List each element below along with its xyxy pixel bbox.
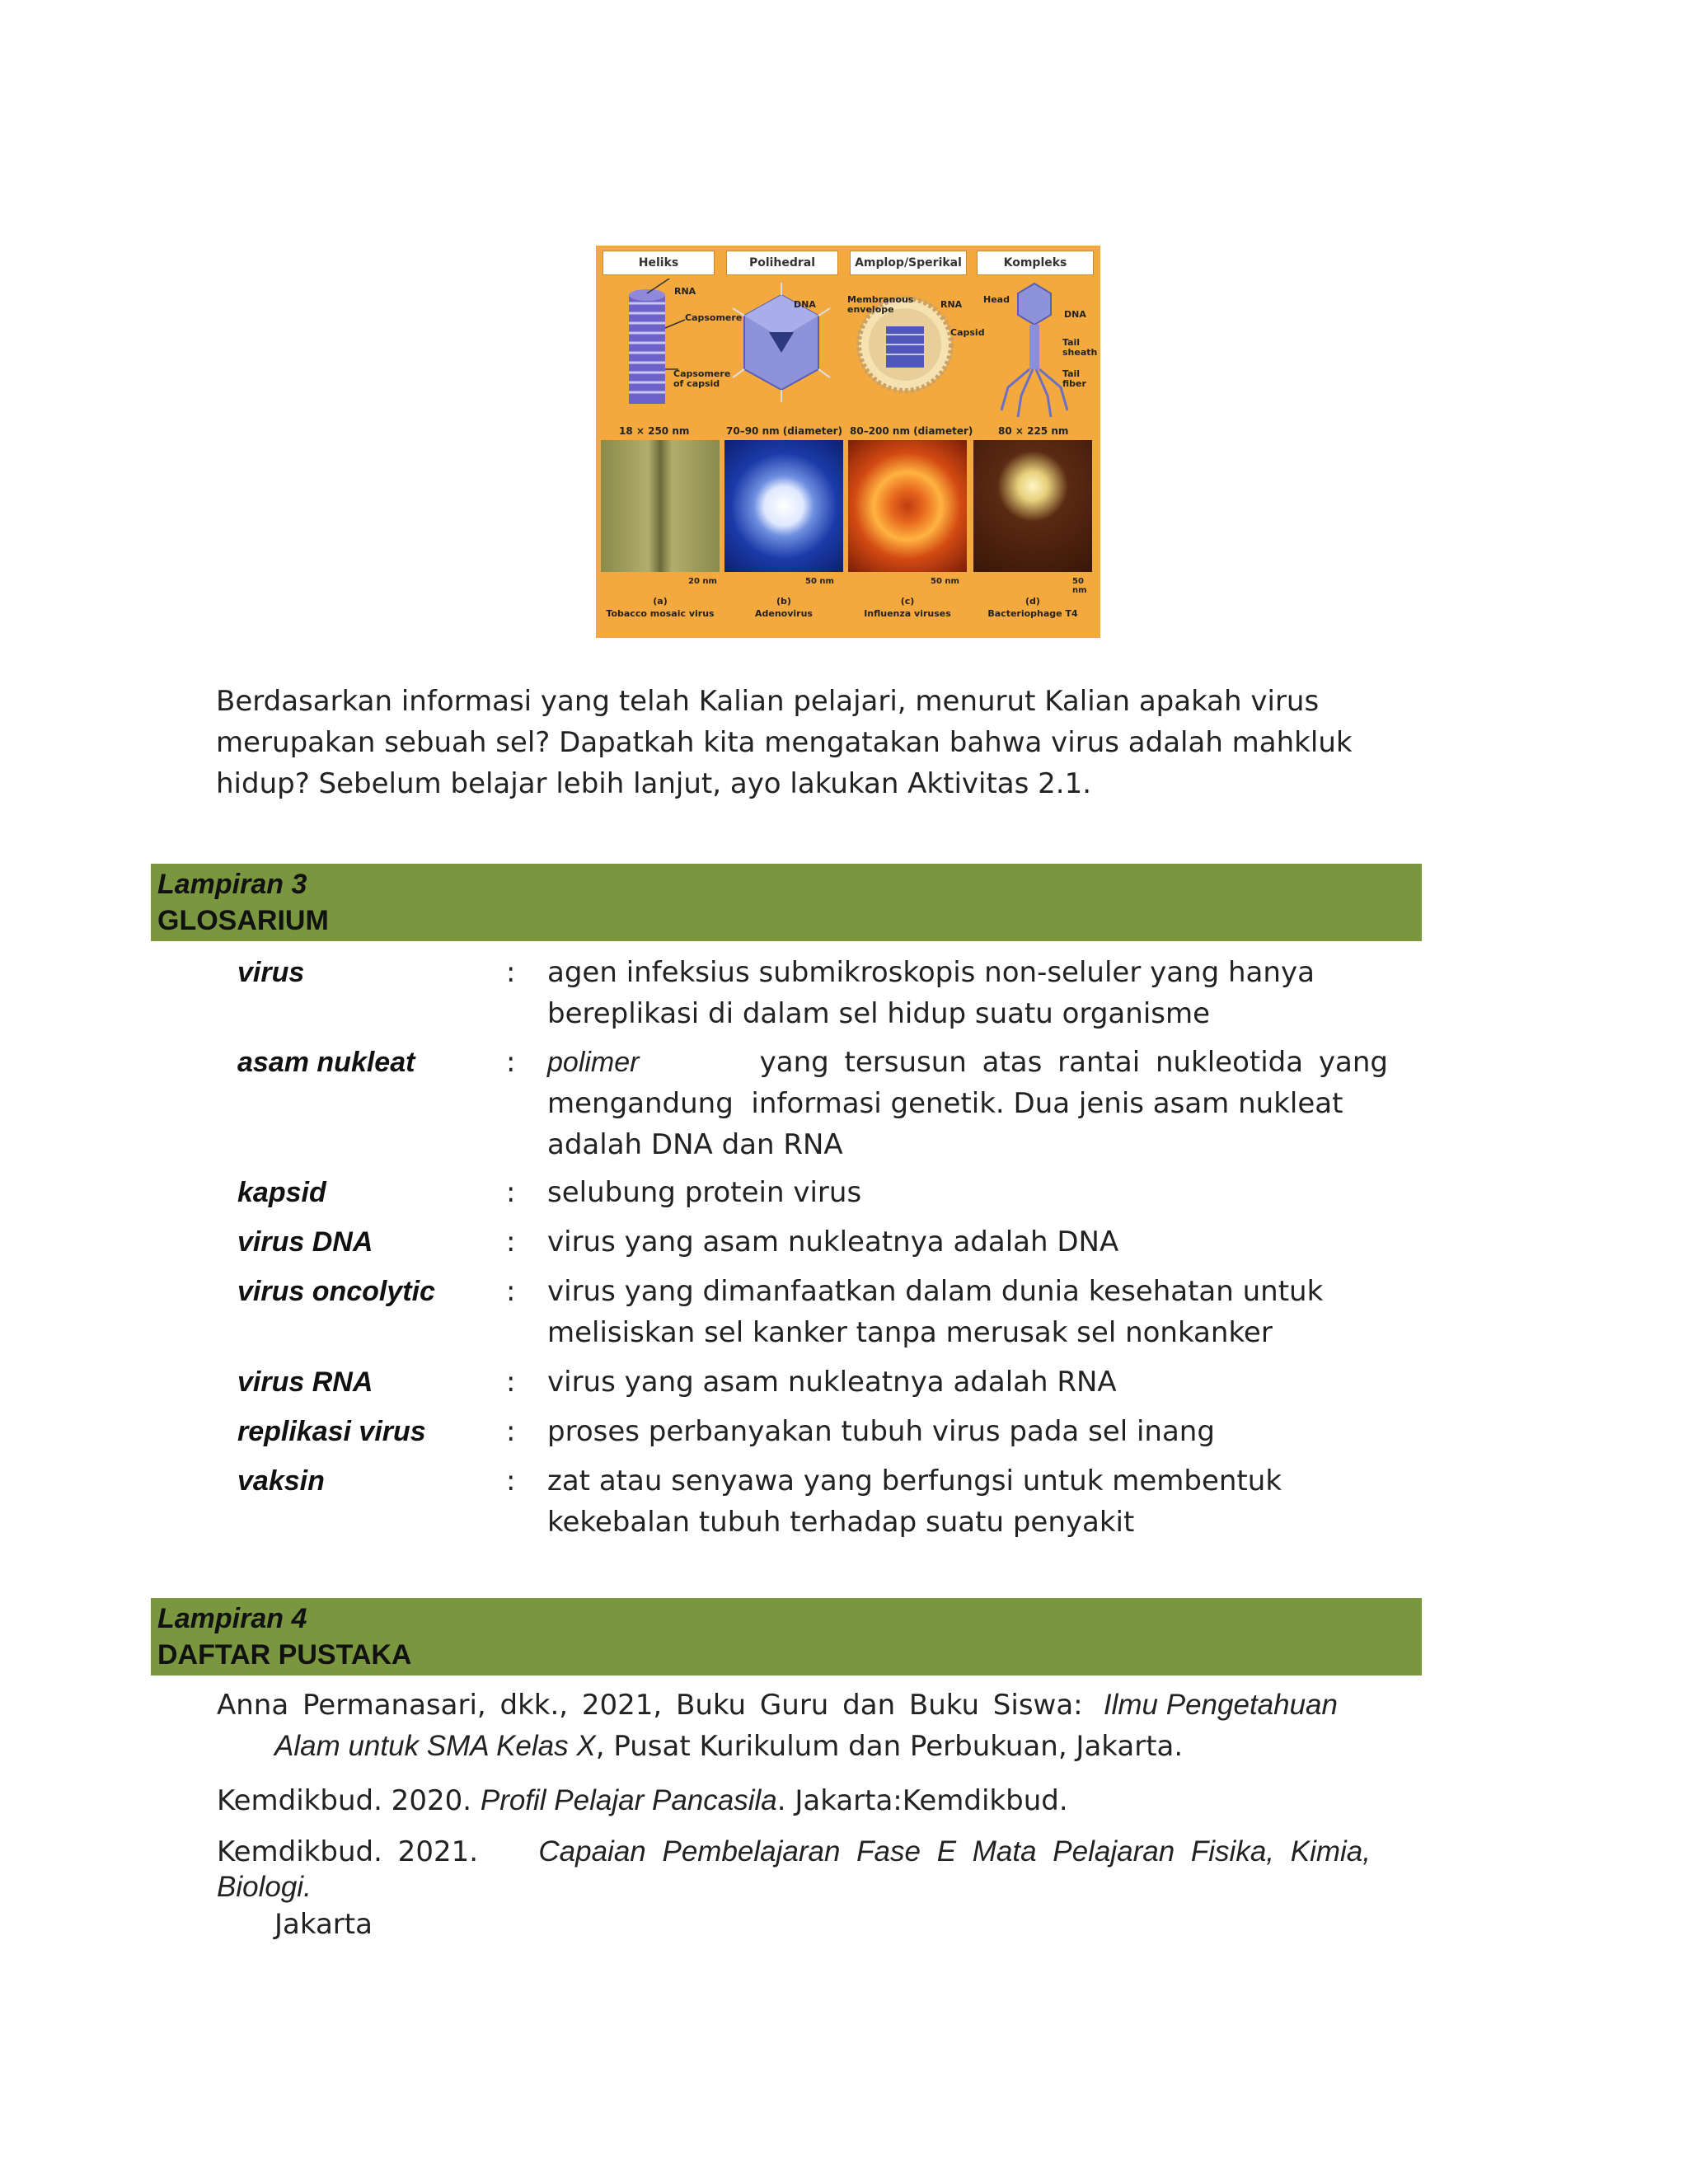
micrograph-adenovirus [724,440,843,572]
definition-line: kekebalan tubuh terhadap suatu penyakit [547,1506,1135,1539]
size-label-c: 80–200 nm (diameter) [850,425,973,437]
daftar-pustaka-subtitle: Lampiran 4 [157,1603,307,1634]
reference-line [217,1685,1338,1726]
fig-tab-amplop: Amplop/Sperikal [850,251,967,275]
caption-d [971,595,1095,620]
definition-line: bereplikasi di dalam sel hidup suatu organisme [547,997,1211,1030]
label-dna: DNA [794,299,816,310]
glossary-definition [547,952,1388,1034]
caption-c-name: Influenza viruses [864,608,951,619]
label-rna-envelope: RNA [940,299,963,310]
reference-line [217,1833,1371,1871]
label-rna: RNA [674,286,696,297]
intro-line-2: merupakan sebuah sel? Dapatkah kita mengatakan bahwa virus adalah mahkluk [216,726,1353,759]
glossary-definition: selubung protein virus [547,1176,862,1209]
daftar-pustaka-header [151,1598,1422,1675]
glosarium-subtitle: Lampiran 3 [157,869,307,900]
definition-line: mengandung informasi genetik. Dua jenis asam nukleat [547,1087,1343,1120]
reference-text: . Jakarta:Kemdikbud. [776,1784,1068,1817]
virus-structure-figure [596,246,1100,638]
micrograph-tobacco-mosaic-virus [601,440,720,572]
reference-text: Anna Permanasari, dkk., 2021, Buku Guru dan Buku Siswa: [217,1689,1097,1722]
glossary-term: virus [237,957,305,988]
caption-b [722,595,846,620]
glossary-definition: virus yang asam nukleatnya adalah DNA [547,1226,1119,1258]
label-membranous-envelope: Membranous envelope [847,294,914,315]
label-capsid: Capsid [950,327,985,338]
definition-line: virus yang dimanfaatkan dalam dunia kesehatan untuk [547,1275,1324,1308]
caption-a-name: Tobacco mosaic virus [606,608,715,619]
definition-line: agen infeksius submikroskopis non-seluler yang hanya [547,956,1315,989]
glossary-term: asam nukleat [237,1047,415,1078]
intro-line-1: Berdasarkan informasi yang telah Kalian pelajari, menurut Kalian apakah virus [216,685,1320,718]
glossary-definition: proses perbanyakan tubuh virus pada sel inang [547,1415,1215,1448]
bacteriophage-diagram [1001,284,1067,417]
scale-d: 50 nm [1072,577,1087,595]
label-tail-fiber: Tail fiber [1062,368,1086,389]
intro-line-3: hidup? Sebelum belajar lebih lanjut, ayo lakukan Aktivitas 2.1. [216,767,1092,800]
caption-d-name: Bacteriophage T4 [987,608,1078,619]
glossary-term: kapsid [237,1177,326,1208]
micrograph-influenza [848,440,967,572]
glossary-colon: : [506,1465,516,1497]
glossary-definition: virus yang asam nukleatnya adalah RNA [547,1366,1117,1399]
fig-tab-heliks: Heliks [603,251,715,275]
glosarium-header [151,864,1422,941]
glossary-term: replikasi virus [237,1416,426,1447]
definition-italic-word: polimer [547,1047,640,1078]
caption-c [846,595,969,620]
label-capsomere-of-capsid: Capsomere of capsid [673,368,731,389]
reference-title: Capaian Pembelajaran Fase E Mata Pelajaran Fisika, Kimia, [538,1835,1371,1868]
reference-item [217,1685,1387,1767]
glosarium-title: GLOSARIUM [157,905,329,936]
caption-a [598,595,722,620]
glossary-definition [547,1042,1388,1165]
reference-line [217,1726,1387,1767]
glossary-definition [547,1271,1388,1353]
glossary-term: virus oncolytic [237,1276,435,1307]
size-label-b: 70–90 nm (diameter) [726,425,843,437]
reference-text: Jakarta [274,1908,373,1941]
definition-text: yang tersusun atas rantai nukleotida yang [759,1046,1388,1079]
reference-item [217,1780,1387,1821]
glossary-colon: : [506,1226,516,1258]
caption-d-letter: (d) [1025,596,1040,607]
reference-text: Kemdikbud. 2020. [217,1784,481,1817]
label-dna-phage: DNA [1064,309,1086,320]
glossary-colon: : [506,1366,516,1399]
glossary-colon: : [506,1415,516,1448]
intro-paragraph [216,681,1390,804]
reference-title: Biologi. [217,1871,312,1903]
reference-text: , Pusat Kurikulum dan Perbukuan, Jakarta. [595,1730,1184,1763]
reference-title: Profil Pelajar Pancasila [480,1784,777,1816]
label-head: Head [983,294,1010,305]
reference-text: Kemdikbud. 2021. [217,1835,494,1868]
definition-line: zat atau senyawa yang berfungsi untuk membentuk [547,1465,1282,1497]
daftar-pustaka-title: DAFTAR PUSTAKA [157,1639,412,1671]
size-label-a: 18 × 250 nm [619,425,690,437]
reference-title: Alam untuk SMA Kelas X [274,1730,596,1762]
caption-b-letter: (b) [776,596,791,607]
definition-line: melisiskan sel kanker tanpa merusak sel nonkanker [547,1316,1273,1349]
caption-c-letter: (c) [900,596,915,607]
fig-tab-kompleks: Kompleks [977,251,1094,275]
glossary-colon: : [506,956,516,989]
glossary-term: virus RNA [237,1366,373,1398]
glossary-term: virus DNA [237,1226,373,1258]
size-label-d: 80 × 225 nm [998,425,1069,437]
glossary-definition [547,1460,1388,1543]
label-tail-sheath: Tail sheath [1062,337,1098,358]
reference-title: Ilmu Pengetahuan [1103,1689,1338,1721]
glossary-colon: : [506,1046,516,1079]
definition-line: adalah DNA dan RNA [547,1128,843,1161]
scale-a: 20 nm [688,577,717,586]
micrograph-bacteriophage [973,440,1092,572]
label-capsomere: Capsomere [685,312,743,323]
definition-line [547,1042,1388,1083]
glossary-colon: : [506,1275,516,1308]
reference-item [217,1833,1387,1945]
caption-a-letter: (a) [653,596,668,607]
caption-b-name: Adenovirus [755,608,813,619]
scale-c: 50 nm [931,577,959,586]
glossary-colon: : [506,1176,516,1209]
glossary-term: vaksin [237,1465,325,1497]
scale-b: 50 nm [805,577,834,586]
fig-tab-polihedral: Polihedral [726,251,838,275]
